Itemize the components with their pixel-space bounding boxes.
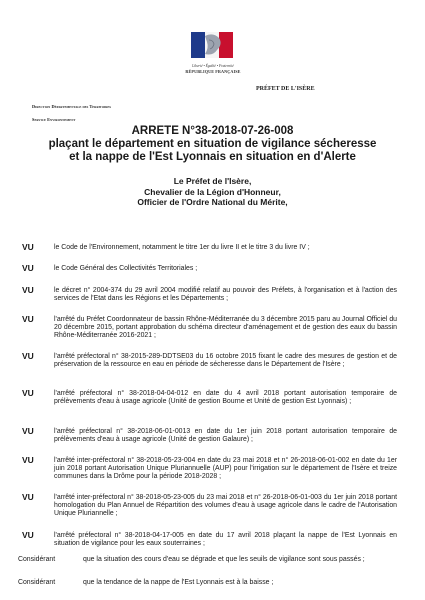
arrete-title (40, 125, 385, 164)
vu-text: l'arrêté inter-préfectoral n° 38-2018-05-23-005 du 23 mai 2018 et n° 26-2018-06-01-003 du 1er juin 2018 portant homologation du Plan Annuel de Répartition des volumes d'eau à usage agricole dans le cadre de l'Autorisation Unique Pluriannelle ; (54, 494, 397, 517)
vu-text: l'arrêté préfectoral n° 38-2018-06-01-0013 en date du 1er juin 2018 portant autorisation temporaire de prélèvements d'eau à usage agricole (Unité de gestion Galaure) ; (54, 428, 397, 443)
marianne-emblem-icon (183, 28, 243, 64)
arrete-number: ARRETE N°38-2018-07-26-008 (131, 125, 294, 137)
considerant-text: que la tendance de la nappe de l'Est Lyonnais est à la baisse ; (83, 579, 274, 586)
prefet-title-line2: Chevalier de la Légion d'Honneur, (144, 186, 281, 197)
vu-keyword: VU (22, 492, 34, 502)
vu-keyword: VU (22, 314, 34, 324)
considerant-keyword: Considérant (18, 556, 56, 563)
arrete-subject-line1: plaçant le département en situation de vigilance sécheresse (48, 138, 377, 150)
marianne-logo (183, 28, 243, 64)
arrete-subject-line2: et la nappe de l'Est Lyonnais en situation en d'Alerte (69, 151, 356, 163)
considerant-text: que la situation des cours d'eau se dégrade et que les seuils de vigilance sont sous passés ; (83, 556, 365, 563)
vu-text: le Code Général des Collectivités Territoriales ; (54, 265, 198, 272)
logo-caption (178, 64, 248, 74)
vu-keyword: VU (22, 530, 34, 540)
vu-text: l'arrêté inter-préfectoral n° 38-2018-05-23-004 en date du 23 mai 2018 et n° 26-2018-06-01-002 en date du 1er juin 2018 portant Autorisation Unique Pluriannuelle (AUP) pour l'irrigation sur le département de l'Isère et treize communes dans la Drôme pour la période 2018-2028 ; (54, 457, 397, 480)
prefet-title-line3: Officier de l'Ordre National du Mérite, (137, 197, 288, 207)
prefet-title-line1: Le Préfet de l'Isère, (173, 176, 252, 186)
vu-text: l'arrêté préfectoral n° 38-2018-04-17-005 en date du 17 avril 2018 plaçant la nappe de l'Est Lyonnais en situation de vigilance pour les eaux souterraines ; (54, 532, 397, 547)
logo-motto: Liberté • Égalité • Fraternité (192, 64, 234, 68)
prefet-heading: PRÉFET DE L'ISÈRE (256, 86, 315, 92)
direction-label: Direction Départementale des Territoires (32, 104, 112, 109)
vu-text: l'arrêté du Préfet Coordonnateur de bassin Rhône-Méditerranée du 3 décembre 2015 paru au Journal Officiel du 20 décembre 2015, portant approbation du schéma directeur d'aménagement et de gestion des eaux du bassin Rhône-Méditerranée 2016-2021 ; (54, 316, 397, 339)
vu-keyword: VU (22, 242, 34, 252)
vu-keyword: VU (22, 455, 34, 465)
vu-text: l'arrêté préfectoral n° 38-2015-289-DDTSE03 du 16 octobre 2015 fixant le cadre des mesures de gestion et de préservation de la ressource en eau en période de sécheresse dans le Département de l'Isère ; (54, 353, 397, 368)
vu-text: l'arrêté préfectoral n° 38-2018-04-04-012 en date du 4 avril 2018 portant autorisation temporaire de prélèvements d'eau à usage agricole (Unité de gestion Bourne et Unité de gestion Est Lyonnais) ; (54, 390, 397, 405)
logo-republic: RÉPUBLIQUE FRANÇAISE (185, 69, 241, 74)
service-label: Service Environnement (32, 117, 76, 122)
considerant-keyword: Considérant (18, 579, 56, 586)
vu-text: le décret n° 2004-374 du 29 avril 2004 modifié relatif au pouvoir des Préfets, à l'organisation et à l'action des services de l'Etat dans les Régions et les Départements ; (54, 287, 397, 302)
vu-keyword: VU (22, 388, 34, 398)
vu-keyword: VU (22, 263, 34, 273)
vu-keyword: VU (22, 426, 34, 436)
vu-keyword: VU (22, 285, 34, 295)
vu-keyword: VU (22, 351, 34, 361)
prefet-titles (40, 176, 385, 208)
vu-text: le Code de l'Environnement, notamment le titre 1er du livre II et le titre 3 du livre IV ; (54, 244, 310, 251)
